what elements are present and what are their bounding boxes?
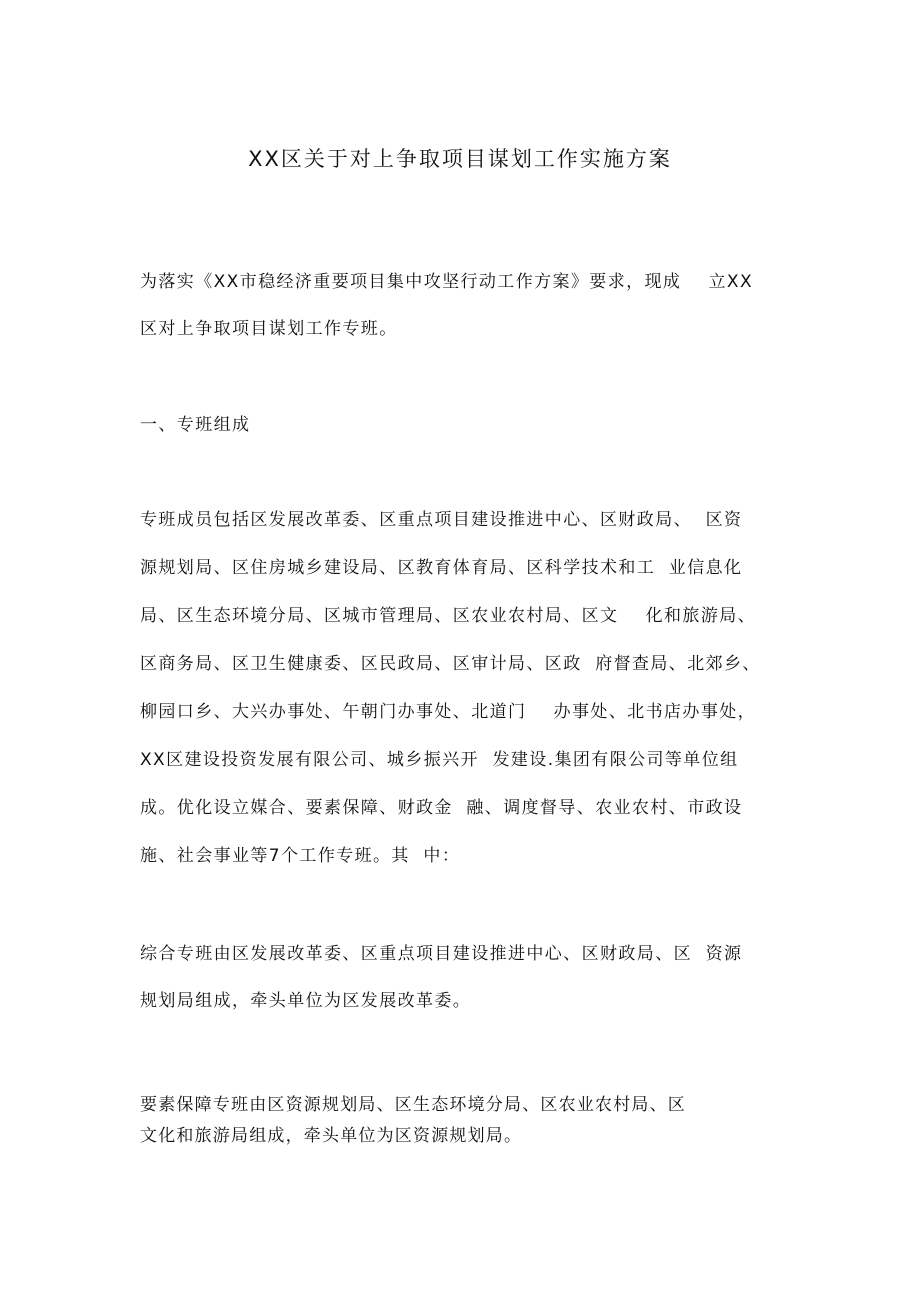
members-line-8: 施、社会事业等7个工作专班。其 中：	[140, 846, 461, 866]
members-line-3: 局、区生态环境分局、区城市管理局、区农业农村局、区文 化和旅游局、	[140, 606, 757, 626]
members-line-6: XX区建设投资发展有限公司、城乡振兴开 发建设.集团有限公司等单位组	[140, 750, 739, 770]
intro-line-1: 为落实《XX市稳经济重要项目集中攻坚行动工作方案》要求，现成 立XX	[140, 272, 753, 292]
members-line-5: 柳园口乡、大兴办事处、午朝门办事处、北道门 办事处、北书店办事处，	[140, 702, 757, 722]
members-line-1: 专班成员包括区发展改革委、区重点项目建设推进中心、区财政局、 区资	[140, 510, 743, 530]
members-line-4: 区商务局、区卫生健康委、区民政局、区审计局、区政 府督查局、北郊乡、	[140, 654, 761, 674]
members-line-7: 成。优化设立媒合、要素保障、财政金 融、调度督导、农业农村、市政设	[140, 798, 743, 818]
factor-line-2: 文化和旅游局组成，牵头单位为区资源规划局。	[140, 1126, 523, 1146]
document-title: XX区关于对上争取项目谋划工作实施方案	[248, 147, 672, 171]
section-heading: 一、专班组成	[140, 415, 251, 435]
comprehensive-line-1: 综合专班由区发展改革委、区重点项目建设推进中心、区财政局、区 资源	[140, 944, 743, 964]
intro-line-2: 区对上争取项目谋划工作专班。	[140, 319, 398, 339]
members-line-2: 源规划局、区住房城乡建设局、区教育体育局、区科学技术和工 业信息化	[140, 558, 743, 578]
factor-line-1: 要素保障专班由区资源规划局、区生态环境分局、区农业农村局、区	[140, 1095, 686, 1115]
comprehensive-line-2: 规划局组成，牵头单位为区发展改革委。	[140, 991, 472, 1011]
